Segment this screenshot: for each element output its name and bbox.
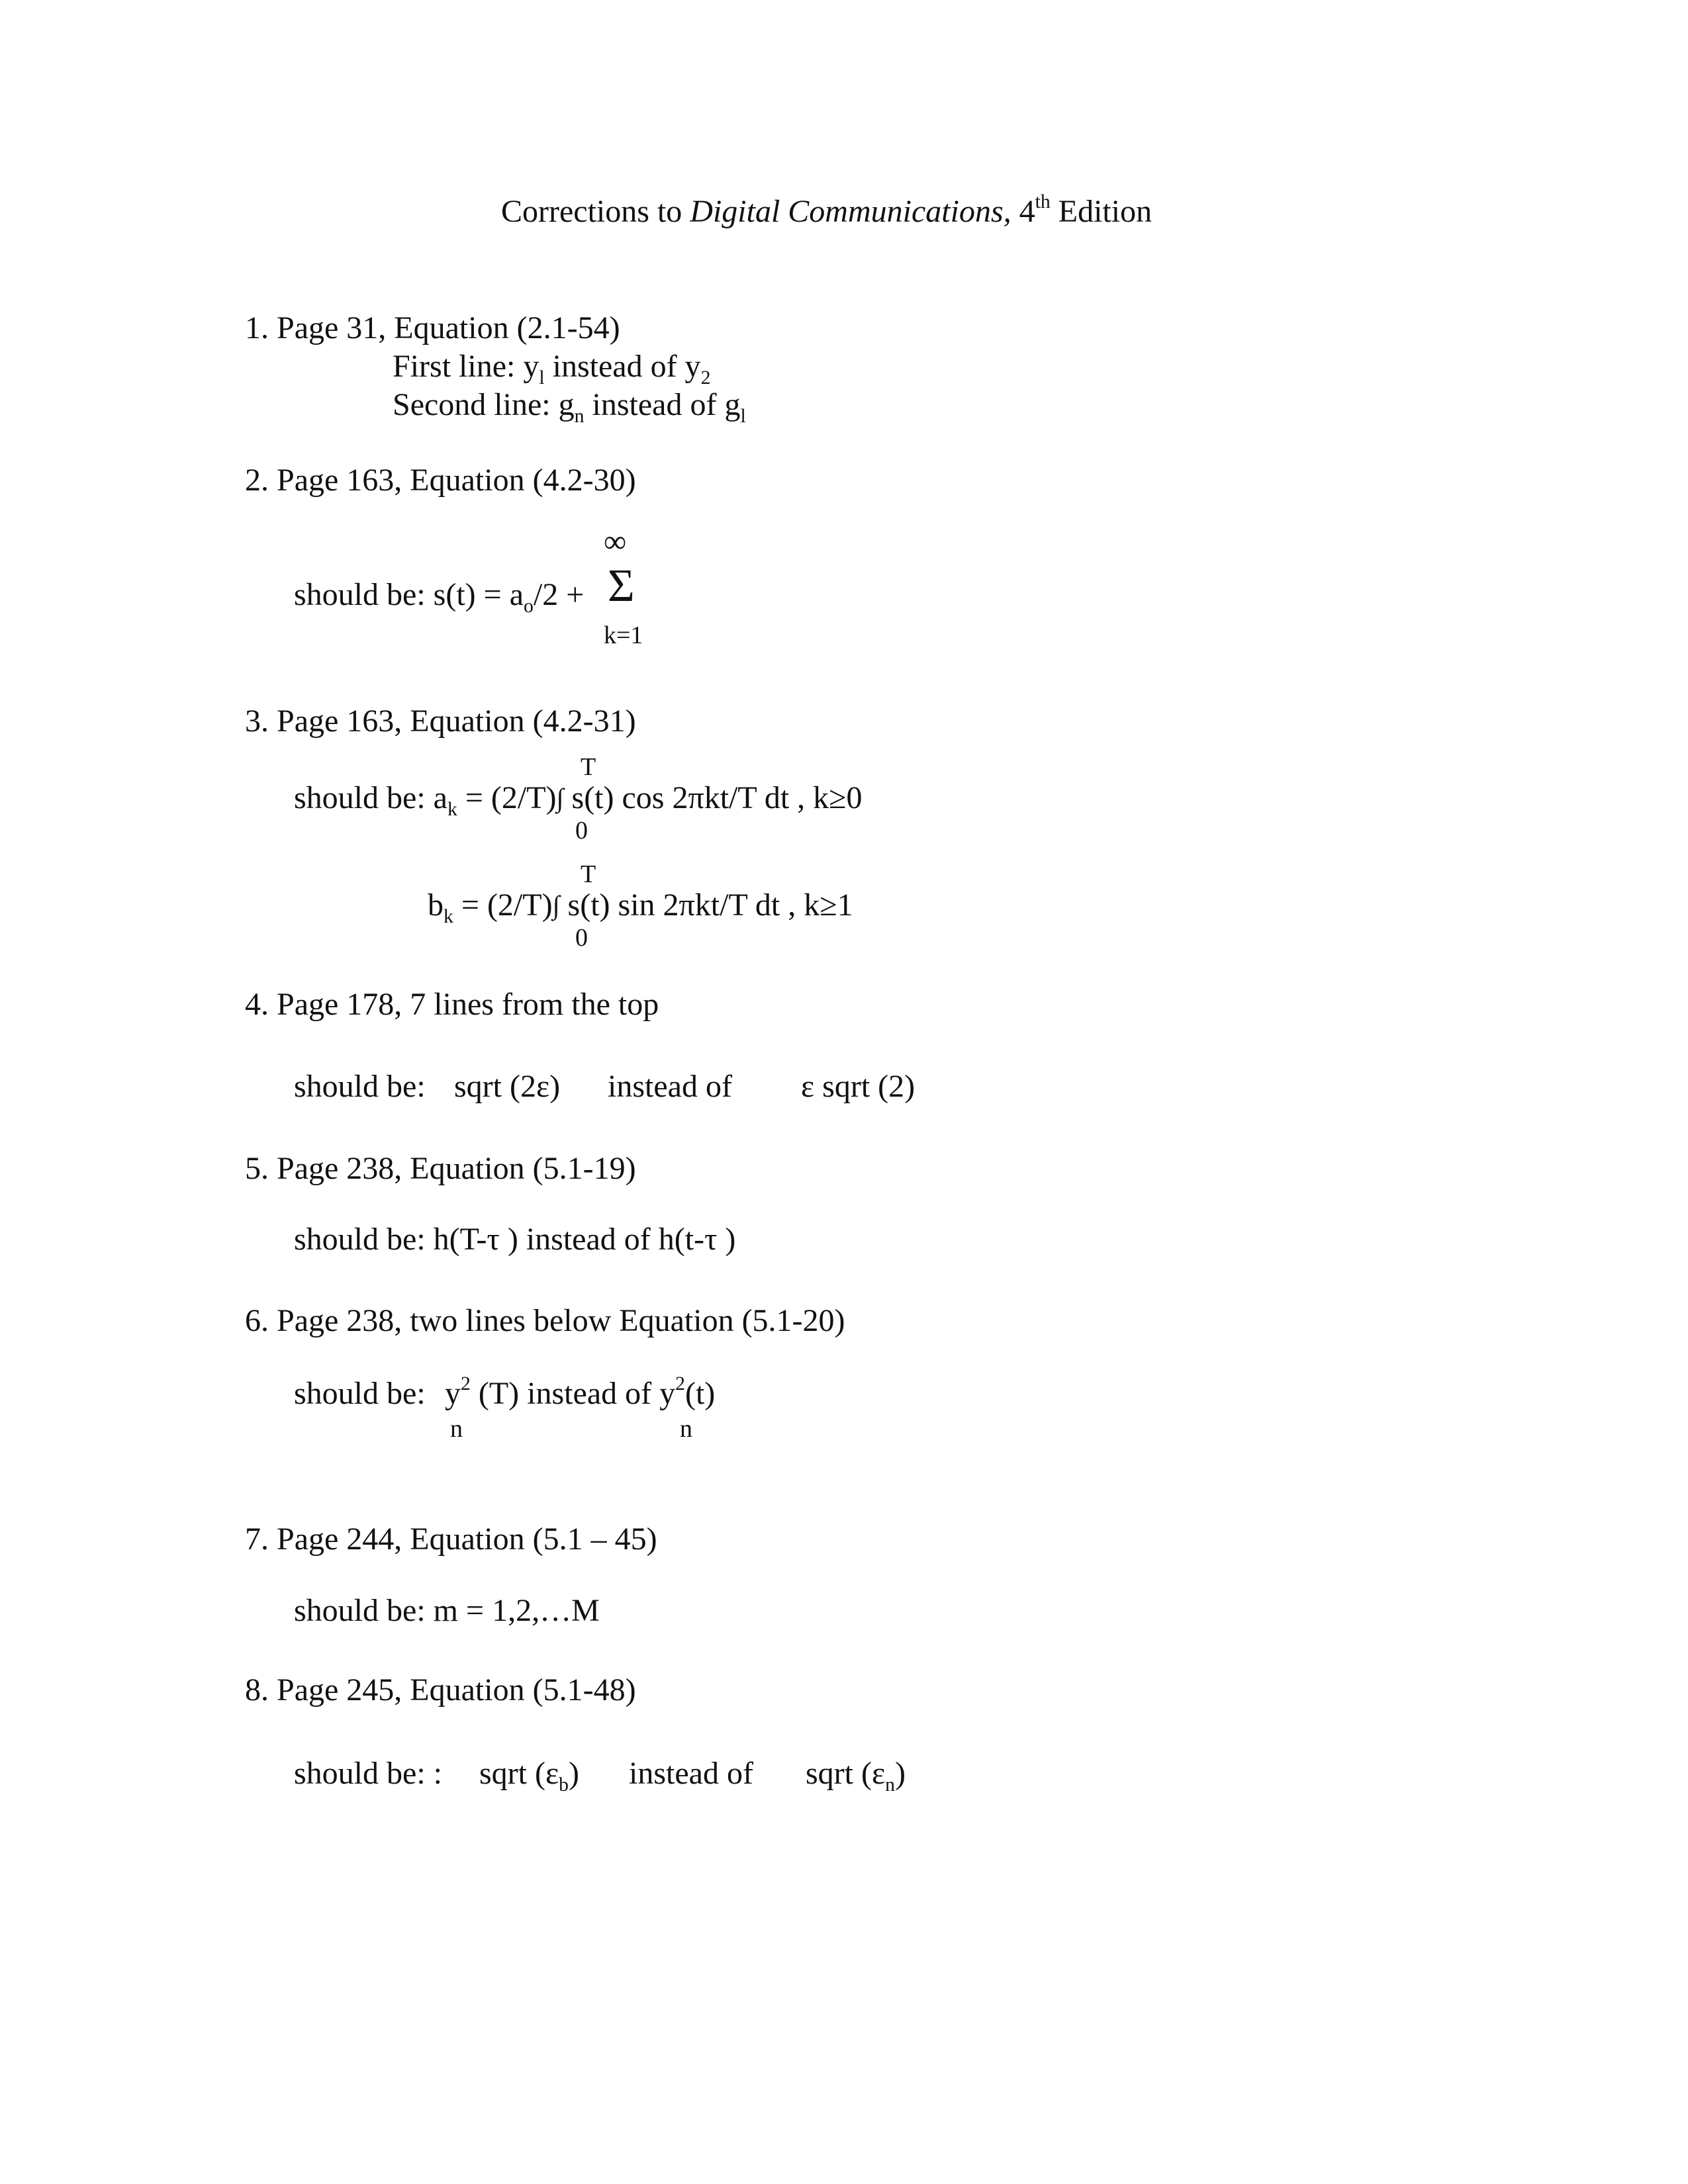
subscript: l [539, 366, 545, 388]
sigma-symbol: Σ [608, 561, 635, 612]
equation-text: b [428, 887, 444, 923]
equation-text: ) [569, 1756, 579, 1791]
subscript: b [559, 1773, 569, 1796]
equation-text: ) [895, 1756, 906, 1791]
edition-word: Edition [1058, 194, 1152, 229]
item-8-instead-of: instead of [629, 1756, 753, 1791]
equation-text: sqrt (ε [806, 1756, 886, 1791]
line-text: First line: y [393, 349, 539, 384]
subscript: k [447, 797, 457, 820]
integral-symbol: ∫ [556, 783, 564, 813]
item-8-heading: 8. Page 245, Equation (5.1-48) [245, 1672, 636, 1707]
line-text: instead of y [544, 349, 701, 384]
item-4-wrong: ε sqrt (2) [801, 1069, 915, 1104]
subscript-n: n [450, 1415, 463, 1443]
equation-text: should be: s(t) = a [294, 577, 524, 612]
variable: y [445, 1376, 461, 1411]
item-2-equation [294, 577, 585, 617]
item-8-wrong [806, 1756, 906, 1796]
equation-text: sqrt (ε [479, 1756, 559, 1791]
item-3-equation-2 [428, 887, 853, 927]
integral-symbol: ∫ [552, 890, 560, 920]
equation-text: s(t) sin 2πkt/T dt , k≥1 [559, 887, 853, 923]
superscript: 2 [675, 1372, 685, 1394]
page-title [501, 190, 1152, 229]
item-5-text: should be: h(T-τ ) instead of h(t-τ ) [294, 1222, 736, 1257]
subscript: n [885, 1773, 896, 1796]
item-1-line-1 [393, 349, 711, 388]
item-8-should-be: should be: : [294, 1756, 442, 1791]
integral-upper-limit: T [581, 860, 596, 888]
subscript: l [740, 404, 746, 427]
integral-lower-limit: 0 [575, 817, 588, 844]
item-4-correct: sqrt (2ε) [454, 1069, 561, 1104]
equation-text: = (2/T) [453, 887, 553, 923]
item-1-line-2 [393, 387, 746, 427]
item-4-instead-of: instead of [608, 1069, 732, 1104]
book-title: Digital Communications, [690, 194, 1011, 229]
item-8-correct [479, 1756, 579, 1796]
item-6-equation [445, 1372, 716, 1411]
subscript: 2 [700, 366, 711, 388]
item-1-heading: 1. Page 31, Equation (2.1-54) [245, 310, 620, 345]
item-2-heading: 2. Page 163, Equation (4.2-30) [245, 463, 636, 498]
integral-lower-limit: 0 [575, 924, 588, 952]
line-text: instead of g [584, 387, 741, 422]
item-6-heading: 6. Page 238, two lines below Equation (5.1-20) [245, 1303, 845, 1338]
subscript-n: n [680, 1415, 692, 1443]
subscript: k [444, 905, 453, 927]
item-7-heading: 7. Page 244, Equation (5.1 – 45) [245, 1522, 657, 1557]
item-3-heading: 3. Page 163, Equation (4.2-31) [245, 704, 636, 739]
subscript: n [574, 404, 585, 427]
upper-limit: ∞ [604, 524, 627, 559]
item-3-equation-1 [294, 780, 863, 820]
equation-text: (T) instead of [470, 1376, 652, 1411]
superscript: 2 [461, 1372, 471, 1394]
variable: y [659, 1376, 676, 1411]
integral-upper-limit: T [581, 753, 596, 781]
edition-number: 4 [1019, 194, 1035, 229]
lower-limit: k=1 [604, 621, 643, 649]
title-prefix: Corrections to [501, 194, 682, 229]
item-4-heading: 4. Page 178, 7 lines from the top [245, 987, 659, 1022]
item-6-should-be: should be: [294, 1376, 426, 1411]
item-7-text: should be: m = 1,2,…M [294, 1593, 600, 1628]
equation-text: (t) [684, 1376, 716, 1411]
equation-text: /2 + [533, 577, 585, 612]
subscript: o [524, 594, 534, 617]
line-text: Second line: g [393, 387, 575, 422]
edition-suffix: th [1035, 190, 1051, 212]
equation-text: = (2/T) [457, 780, 557, 815]
item-4-should-be: should be: [294, 1069, 426, 1104]
equation-text: should be: a [294, 780, 447, 815]
item-5-heading: 5. Page 238, Equation (5.1-19) [245, 1151, 636, 1186]
equation-text: s(t) cos 2πkt/T dt , k≥0 [563, 780, 863, 815]
